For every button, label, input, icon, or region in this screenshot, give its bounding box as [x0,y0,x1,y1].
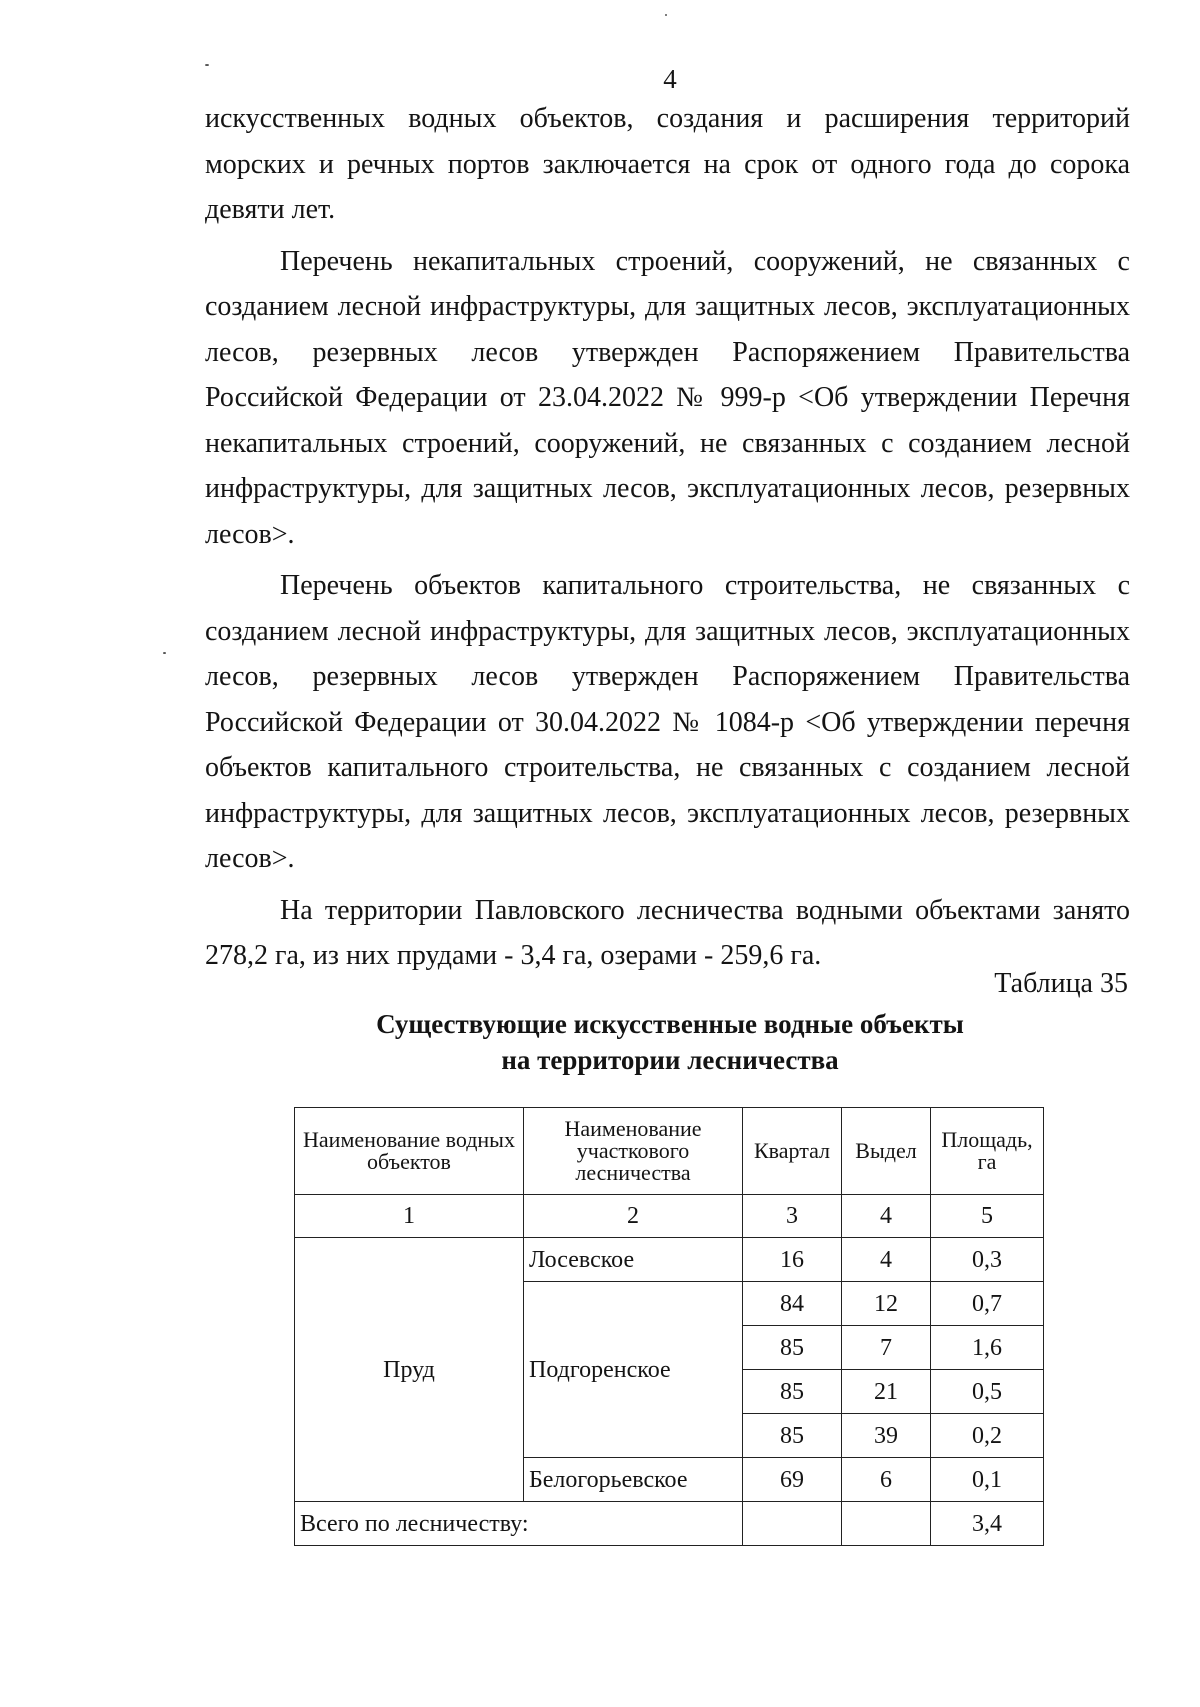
scan-speck [665,14,667,16]
scan-speck [205,64,209,66]
area-cell: 0,2 [931,1414,1044,1458]
total-label-cell: Всего по лесничеству: [295,1502,743,1546]
header-object-name: Наименование водных объектов [295,1108,524,1195]
body-text [205,96,1130,979]
vydel-cell: 6 [842,1458,931,1502]
table-title [240,1006,1100,1078]
paragraph-3: Перечень объектов капитального строительства, не связанных с созданием лесной инфраструктуры, для защитных лесов, эксплуатационных лесов, резервных лесов утвержден Распоряжением Правительства Российской Федерации от 30.04.2022 № 1084-р <Об утверждении перечня объектов капитального строительства, не связанных с созданием лесной инфраструктуры, для защитных лесов, эксплуатационных лесов, резервных лесов>. [205,570,1130,874]
kvartal-cell: 85 [743,1370,842,1414]
column-number: 2 [524,1195,743,1238]
object-name-cell: Пруд [295,1238,524,1502]
header-vydel: Выдел [842,1108,931,1195]
scan-speck [163,652,166,654]
column-number: 4 [842,1195,931,1238]
total-row [295,1502,1044,1546]
column-numbers-row [295,1195,1044,1238]
kvartal-cell: 16 [743,1238,842,1282]
kvartal-cell: 84 [743,1282,842,1326]
paragraph-1: искусственных водных объектов, создания и расширения территорий морских и речных портов заключается на срок от одного года до сорока девяти лет. [205,103,1130,225]
table-header-row [295,1108,1044,1195]
area-cell: 0,7 [931,1282,1044,1326]
area-cell: 1,6 [931,1326,1044,1370]
header-forestry: Наименование участкового лесничества [524,1108,743,1195]
empty-cell [743,1502,842,1546]
vydel-cell: 7 [842,1326,931,1370]
area-cell: 0,3 [931,1238,1044,1282]
forestry-cell: Лосевское [524,1238,743,1282]
paragraph-2: Перечень некапитальных строений, сооружений, не связанных с созданием лесной инфраструктуры, для защитных лесов, эксплуатационных лесов, резервных лесов утвержден Распоряжением Правительства Российской Федерации от 23.04.2022 № 999-р <Об утверждении Перечня некапитальных строений, сооружений, не связанных с созданием лесной инфраструктуры, для защитных лесов, эксплуатационных лесов, резервных лесов>. [205,245,1130,550]
column-number: 3 [743,1195,842,1238]
kvartal-cell: 85 [743,1414,842,1458]
table-title-line-1: Существующие искусственные водные объекты [376,1009,964,1039]
vydel-cell: 4 [842,1238,931,1282]
kvartal-cell: 85 [743,1326,842,1370]
forestry-cell: Белогорьевское [524,1458,743,1502]
empty-cell [842,1502,931,1546]
vydel-cell: 39 [842,1414,931,1458]
paragraph-4: На территории Павловского лесничества водными объектами занято 278,2 га, из них прудами - 3,4 га, озерами - 259,6 га. [205,894,1130,971]
vydel-cell: 12 [842,1282,931,1326]
column-number: 1 [295,1195,524,1238]
area-cell: 0,5 [931,1370,1044,1414]
table-title-line-2: на территории лесничества [501,1045,839,1075]
water-objects-table [294,1107,1044,1546]
table-row [295,1238,1044,1282]
header-area: Площадь, га [931,1108,1044,1195]
page-number: 4 [663,64,677,94]
table-caption: Таблица 35 [994,968,1128,999]
forestry-cell: Подгоренское [524,1282,743,1458]
column-number: 5 [931,1195,1044,1238]
area-cell: 0,1 [931,1458,1044,1502]
kvartal-cell: 69 [743,1458,842,1502]
header-kvartal: Квартал [743,1108,842,1195]
total-area-cell: 3,4 [931,1502,1044,1546]
vydel-cell: 21 [842,1370,931,1414]
